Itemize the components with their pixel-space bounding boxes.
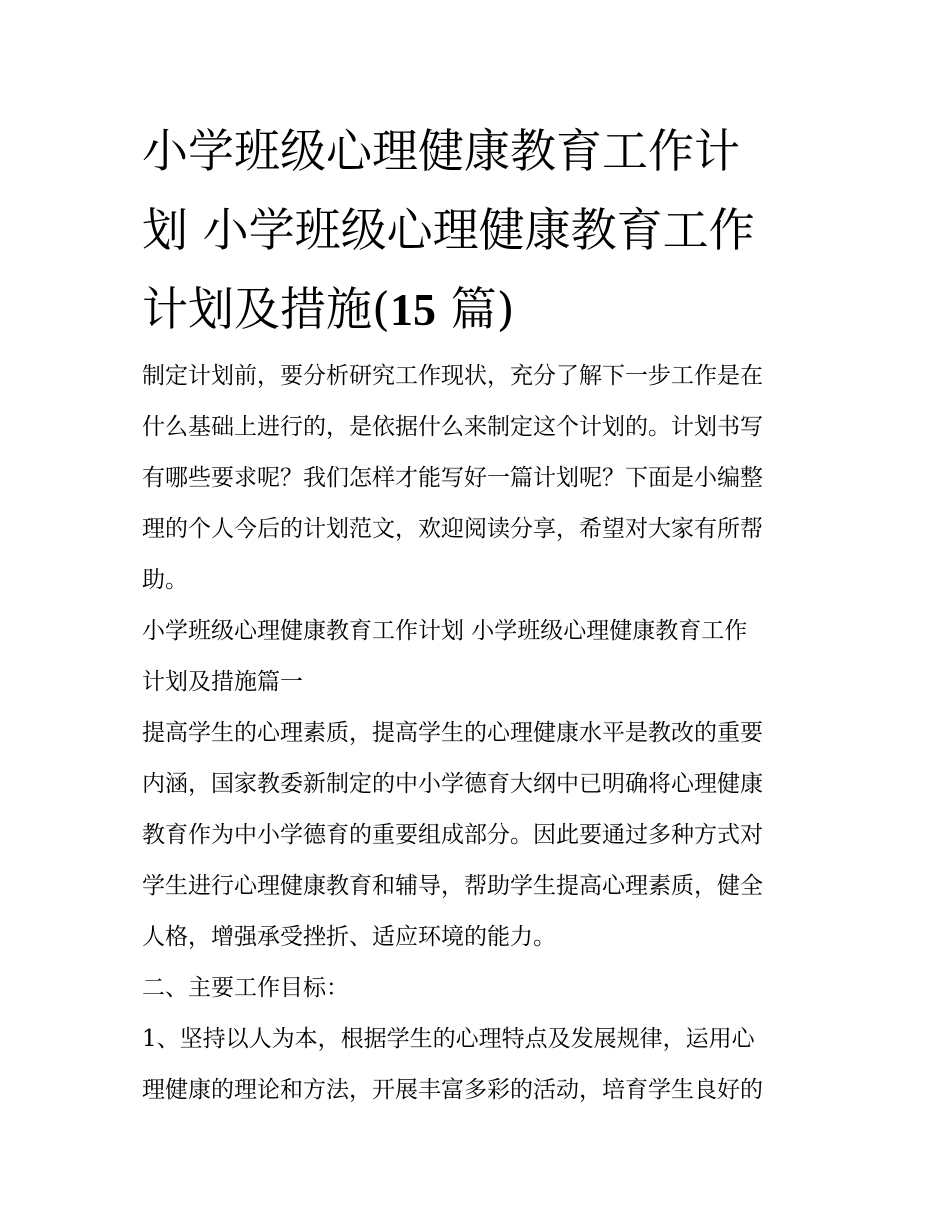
title-line-3-number: 15 [389,284,436,335]
goal-item-1: 1、坚持以人为本，根据学生的心理特点及发展规律，运用心 理健康的理论和方法，开展丰富多彩的活动，培育学生良好的 [142,1026,763,1103]
section-heading-goals: 二、主要工作目标： [142,975,349,1001]
section-subtitle: 小学班级心理健康教育工作计划 小学班级心理健康教育工作 计划及措施篇一 [142,618,748,695]
title-line-3-suffix: 篇) [435,282,515,336]
title-line-2: 划 小学班级心理健康教育工作 [142,203,755,257]
title-line-3-prefix: 计划及措施( [142,282,390,336]
intro-paragraph: 制定计划前，要分析研究工作现状，充分了解下一步工作是在 什么基础上进行的，是依据什么来制定这个计划的。计划书写 有哪些要求呢？我们怎样才能写好一篇计划呢？下面是小编整 理的个人今后的计划范文，欢迎阅读分享，希望对大家有所帮 助。 [142,363,763,593]
document-title [142,112,822,349]
document-content [142,112,822,1116]
title-line-1: 小学班级心理健康教育工作计 [142,124,740,178]
body-paragraph-1: 提高学生的心理素质，提高学生的心理健康水平是教改的重要 内涵，国家教委新制定的中小学德育大纲中已明确将心理健康 教育作为中小学德育的重要组成部分。因此要通过多种方式对 学生进行心理健康教育和辅导，帮助学生提高心理素质，健全 人格，增强承受挫折、适应环境的能力。 [142,720,763,950]
